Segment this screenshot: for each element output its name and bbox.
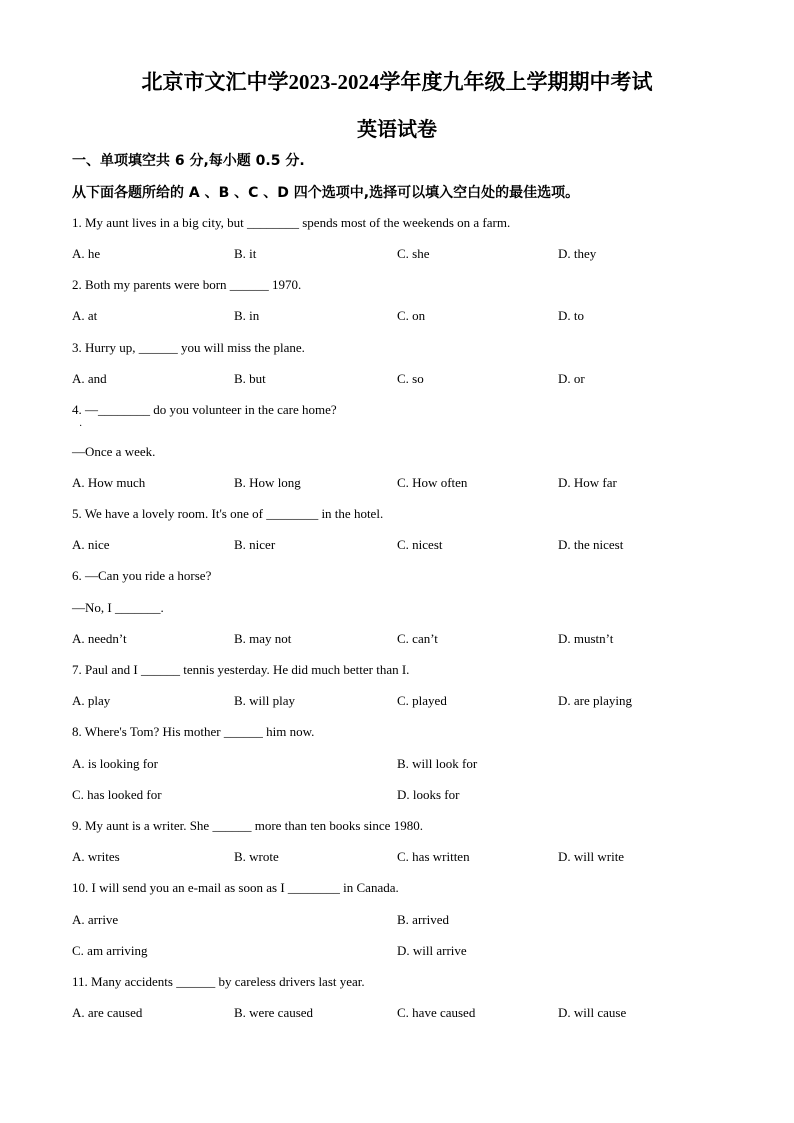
- question-1-option-b: B. it: [234, 246, 257, 261]
- question-9-option-d: D. will write: [558, 849, 625, 864]
- question-11-option-d: D. will cause: [558, 1005, 627, 1020]
- question-5-option-a: A. nice: [72, 537, 110, 552]
- question-4-option-b: B. How long: [234, 475, 301, 490]
- question-7-stem: 7. Paul and I ______ tennis yesterday. He did much better than I.: [72, 662, 410, 677]
- question-2-option-a: A. at: [72, 308, 98, 323]
- question-5-stem: 5. We have a lovely room. It's one of ________ in the hotel.: [72, 506, 384, 521]
- question-11-stem: 11. Many accidents ______ by careless drivers last year.: [72, 974, 365, 989]
- question-11-option-a: A. are caused: [72, 1005, 143, 1020]
- question-9-stem: 9. My aunt is a writer. She ______ more than ten books since 1980.: [72, 818, 423, 833]
- question-2-option-d: D. to: [558, 308, 584, 323]
- question-3-option-c: C. so: [397, 371, 424, 386]
- question-3-option-d: D. or: [558, 371, 585, 386]
- question-6-answer-line: —No, I _______.: [72, 600, 164, 615]
- question-9-option-c: C. has written: [397, 849, 470, 864]
- question-2-option-b: B. in: [234, 308, 260, 323]
- question-4-stem: 4. —________ do you volunteer in the care home?: [72, 402, 337, 417]
- question-7-option-a: A. play: [72, 693, 111, 708]
- question-6-option-d: D. mustn’t: [558, 631, 614, 646]
- section-instruction: 从下面各题所给的 A 、B 、C 、D 四个选项中,选择可以填入空白处的最佳选项。: [72, 185, 580, 201]
- question-3-stem: 3. Hurry up, ______ you will miss the plane.: [72, 340, 305, 355]
- question-7-option-d: D. are playing: [558, 693, 633, 708]
- question-8-option-c: C. has looked for: [72, 787, 162, 802]
- question-5-option-b: B. nicer: [234, 537, 276, 552]
- question-9-option-a: A. writes: [72, 849, 120, 864]
- question-9-option-b: B. wrote: [234, 849, 279, 864]
- question-2-option-c: C. on: [397, 308, 426, 323]
- question-11-option-b: B. were caused: [234, 1005, 314, 1020]
- question-8-option-d: D. looks for: [397, 787, 460, 802]
- question-2-stem: 2. Both my parents were born ______ 1970.: [72, 277, 302, 292]
- question-7-option-b: B. will play: [234, 693, 296, 708]
- exam-title: 北京市文汇中学2023-2024学年度九年级上学期期中考试: [141, 70, 653, 94]
- question-10-option-d: D. will arrive: [397, 943, 467, 958]
- question-4-answer-line: —Once a week.: [72, 444, 156, 459]
- question-7-option-c: C. played: [397, 693, 447, 708]
- question-3-option-a: A. and: [72, 371, 107, 386]
- question-5-option-d: D. the nicest: [558, 537, 624, 552]
- question-6-option-a: A. needn’t: [72, 631, 127, 646]
- question-4-option-d: D. How far: [558, 475, 617, 490]
- question-3-option-b: B. but: [234, 371, 266, 386]
- exam-subtitle: 英语试卷: [357, 119, 437, 141]
- question-10-option-a: A. arrive: [72, 912, 119, 927]
- question-6-stem: 6. —Can you ride a horse?: [72, 568, 212, 583]
- question-6-option-b: B. may not: [234, 631, 292, 646]
- question-10-stem: 10. I will send you an e-mail as soon as I ________ in Canada.: [72, 880, 399, 895]
- question-4-option-a: A. How much: [72, 475, 146, 490]
- question-8-option-a: A. is looking for: [72, 756, 158, 771]
- question-10-option-c: C. am arriving: [72, 943, 148, 958]
- question-1-option-c: C. she: [397, 246, 430, 261]
- stray-mark: ·: [79, 421, 83, 432]
- question-1-option-a: A. he: [72, 246, 101, 261]
- question-8-stem: 8. Where's Tom? His mother ______ him now.: [72, 724, 315, 739]
- question-10-option-b: B. arrived: [397, 912, 449, 927]
- question-8-option-b: B. will look for: [397, 756, 478, 771]
- question-11-option-c: C. have caused: [397, 1005, 476, 1020]
- question-4-option-c: C. How often: [397, 475, 468, 490]
- question-1-stem: 1. My aunt lives in a big city, but ________ spends most of the weekends on a farm.: [72, 215, 511, 230]
- question-1-option-d: D. they: [558, 246, 597, 261]
- question-6-option-c: C. can’t: [397, 631, 438, 646]
- section-heading: 一、单项填空共 6 分,每小题 0.5 分.: [72, 153, 305, 169]
- question-5-option-c: C. nicest: [397, 537, 443, 552]
